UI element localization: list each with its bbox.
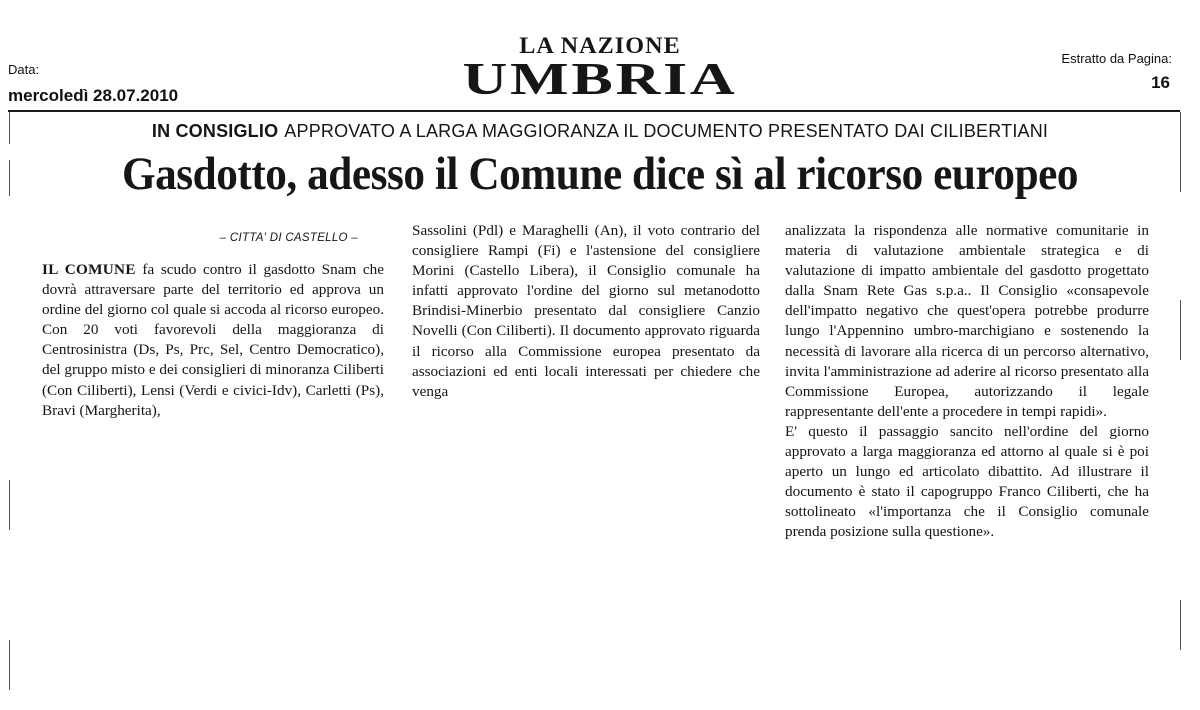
article-byline: – CITTA' DI CASTELLO –	[219, 232, 358, 244]
date-value: mercoledì 28.07.2010	[8, 86, 179, 105]
page-label: Estratto da Pagina:	[1061, 51, 1172, 66]
date-label: Data:	[8, 62, 40, 77]
paragraph: analizzata la rispondenza alle normative comunitarie in materia di valutazione ambientale strategica e di valutazione di impatto ambientale del gasdotto progettato dalla Snam Rete Gas s.p.a.. Il Consiglio «consapevole dell'impatto negativo che quest'opera potrebbe produrre lungo l'Appennino umbro-marchigiano e sostenendo la necessità di lavorare alla ricerca di un percorso alternativo, invita l'amministrazione ad aderire al ricorso presentato alla Commissione Europea, autorizzando il legale rappresentante dell'ente a procedere in tempi rapidi».	[785, 222, 1149, 420]
page-number: 16	[1151, 73, 1170, 92]
scan-border-left	[9, 480, 10, 530]
scan-border-left	[9, 160, 10, 196]
article-column-3	[785, 221, 1149, 543]
paragraph: E' questo il passaggio sancito nell'ordine del giorno approvato a larga maggioranza ed attorno al quale si è poi aperto un lungo ed articolato dibattito. Ad illustrare il documento è stato il capogruppo Franco Ciliberti, che ha sottolineato «l'importanza che il Consiglio comunale prenda posizione sulla questione».	[785, 422, 1149, 541]
kicker-lead: IN CONSIGLIO	[151, 121, 279, 141]
scan-border-right	[1180, 600, 1181, 650]
masthead-edition: UMBRIA	[462, 53, 738, 104]
article-headline: Gasdotto, adesso il Comune dice sì al ricorso europeo	[121, 148, 1079, 200]
scan-border-right	[1180, 300, 1181, 360]
kicker-text: APPROVATO A LARGA MAGGIORANZA IL DOCUMENTO PRESENTATO DAI CILIBERTIANI	[284, 121, 1049, 141]
header-divider	[8, 110, 1180, 112]
article-column-2	[412, 221, 760, 402]
paragraph-text: fa scudo contro il gasdotto Snam che dovrà attraversare parte del territorio ed approva un ordine del giorno col quale si accoda al ricorso europeo. Con 20 voti favorevoli della maggioranza di Centrosinistra (Ds, Ps, Prc, Sel, Centro Democratico), del gruppo misto e dei consiglieri di minoranza Ciliberti (Con Ciliberti), Lensi (Verdi e civici-Idv), Carletti (Ps), Bravi (Margherita),	[42, 261, 384, 419]
article-column-1	[42, 260, 384, 421]
paragraph	[42, 260, 384, 421]
scan-border-left	[9, 640, 10, 690]
masthead-title: LA NAZIONE	[519, 33, 681, 58]
article-kicker	[0, 121, 1200, 142]
paragraph: Sassolini (Pdl) e Maraghelli (An), il voto contrario del consigliere Rampi (Fi) e l'astensione del consigliere Morini (Castello Libera), il Consiglio comunale ha infatti approvato l'ordine del giorno sul metanodotto Brindisi-Minerbio presentato dal consigliere Canzio Novelli (Con Ciliberti). Il documento approvato riguarda il ricorso alla Commissione europea presentato da associazioni ed enti locali interessati per chiedere che venga	[412, 222, 760, 400]
paragraph-lead: IL COMUNE	[42, 261, 136, 278]
